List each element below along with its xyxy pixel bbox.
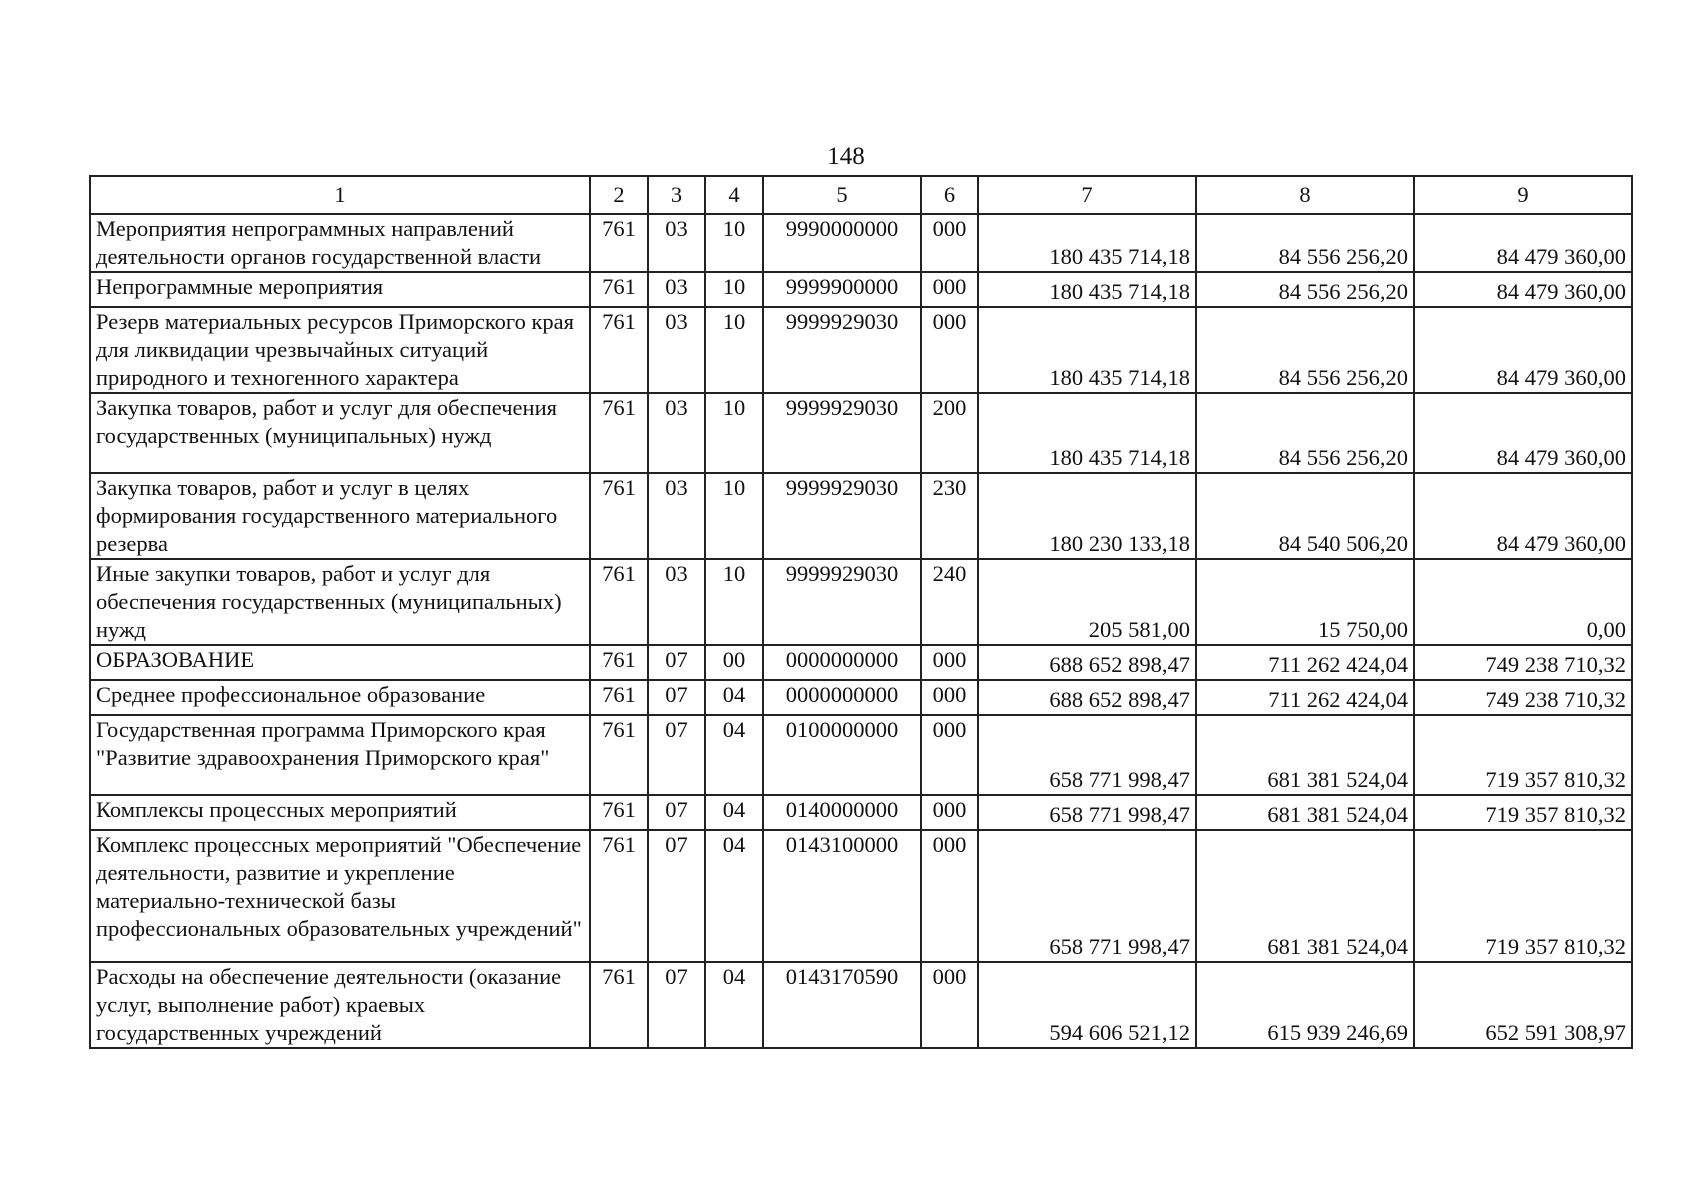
code-cell: 200 bbox=[921, 393, 978, 473]
table-row bbox=[90, 645, 1632, 680]
code-cell: 761 bbox=[590, 393, 648, 473]
table-row bbox=[90, 307, 1632, 393]
code-cell: 10 bbox=[705, 393, 763, 473]
code-cell: 04 bbox=[705, 680, 763, 715]
code-cell: 9999929030 bbox=[763, 559, 921, 645]
code-cell: 07 bbox=[648, 680, 705, 715]
code-cell: 000 bbox=[921, 272, 978, 307]
code-cell: 0140000000 bbox=[763, 795, 921, 830]
amount-cell: 681 381 524,04 bbox=[1196, 715, 1414, 795]
table-row bbox=[90, 272, 1632, 307]
code-cell: 10 bbox=[705, 214, 763, 272]
code-cell: 000 bbox=[921, 715, 978, 795]
amount-cell: 84 540 506,20 bbox=[1196, 473, 1414, 559]
code-cell: 03 bbox=[648, 473, 705, 559]
table-header-row bbox=[90, 176, 1632, 214]
column-header: 7 bbox=[978, 176, 1196, 214]
code-cell: 9999900000 bbox=[763, 272, 921, 307]
table-row bbox=[90, 680, 1632, 715]
column-header: 9 bbox=[1414, 176, 1632, 214]
code-cell: 04 bbox=[705, 715, 763, 795]
amount-cell: 594 606 521,12 bbox=[978, 962, 1196, 1048]
row-name-cell: Закупка товаров, работ и услуг в целях формирования государственного материального резерва bbox=[90, 473, 590, 559]
code-cell: 761 bbox=[590, 473, 648, 559]
amount-cell: 719 357 810,32 bbox=[1414, 830, 1632, 962]
table-row bbox=[90, 830, 1632, 962]
code-cell: 761 bbox=[590, 272, 648, 307]
amount-cell: 658 771 998,47 bbox=[978, 830, 1196, 962]
code-cell: 9999929030 bbox=[763, 473, 921, 559]
code-cell: 03 bbox=[648, 393, 705, 473]
amount-cell: 658 771 998,47 bbox=[978, 795, 1196, 830]
amount-cell: 84 479 360,00 bbox=[1414, 214, 1632, 272]
amount-cell: 84 479 360,00 bbox=[1414, 393, 1632, 473]
amount-cell: 0,00 bbox=[1414, 559, 1632, 645]
code-cell: 761 bbox=[590, 680, 648, 715]
amount-cell: 84 556 256,20 bbox=[1196, 214, 1414, 272]
code-cell: 761 bbox=[590, 715, 648, 795]
row-name-cell: Резерв материальных ресурсов Приморского края для ликвидации чрезвычайных ситуаций природного и техногенного характера bbox=[90, 307, 590, 393]
code-cell: 0143100000 bbox=[763, 830, 921, 962]
code-cell: 9999929030 bbox=[763, 307, 921, 393]
code-cell: 07 bbox=[648, 830, 705, 962]
code-cell: 9999929030 bbox=[763, 393, 921, 473]
amount-cell: 681 381 524,04 bbox=[1196, 795, 1414, 830]
table-row bbox=[90, 393, 1632, 473]
code-cell: 761 bbox=[590, 645, 648, 680]
amount-cell: 615 939 246,69 bbox=[1196, 962, 1414, 1048]
code-cell: 000 bbox=[921, 307, 978, 393]
amount-cell: 688 652 898,47 bbox=[978, 645, 1196, 680]
amount-cell: 719 357 810,32 bbox=[1414, 795, 1632, 830]
code-cell: 10 bbox=[705, 272, 763, 307]
amount-cell: 84 479 360,00 bbox=[1414, 307, 1632, 393]
code-cell: 000 bbox=[921, 962, 978, 1048]
code-cell: 000 bbox=[921, 830, 978, 962]
code-cell: 10 bbox=[705, 473, 763, 559]
amount-cell: 84 556 256,20 bbox=[1196, 272, 1414, 307]
code-cell: 07 bbox=[648, 645, 705, 680]
row-name-cell: Государственная программа Приморского края "Развитие здравоохранения Приморского края" bbox=[90, 715, 590, 795]
code-cell: 240 bbox=[921, 559, 978, 645]
table-row bbox=[90, 559, 1632, 645]
code-cell: 04 bbox=[705, 962, 763, 1048]
code-cell: 000 bbox=[921, 680, 978, 715]
amount-cell: 84 556 256,20 bbox=[1196, 307, 1414, 393]
code-cell: 761 bbox=[590, 830, 648, 962]
budget-table bbox=[89, 175, 1633, 1049]
column-header: 3 bbox=[648, 176, 705, 214]
row-name-cell: Закупка товаров, работ и услуг для обеспечения государственных (муниципальных) нужд bbox=[90, 393, 590, 473]
column-header: 6 bbox=[921, 176, 978, 214]
amount-cell: 84 479 360,00 bbox=[1414, 272, 1632, 307]
code-cell: 0143170590 bbox=[763, 962, 921, 1048]
row-name-cell: Среднее профессиональное образование bbox=[90, 680, 590, 715]
page-number: 148 bbox=[827, 143, 865, 170]
amount-cell: 719 357 810,32 bbox=[1414, 715, 1632, 795]
amount-cell: 688 652 898,47 bbox=[978, 680, 1196, 715]
row-name-cell: ОБРАЗОВАНИЕ bbox=[90, 645, 590, 680]
table-body bbox=[90, 214, 1632, 1048]
amount-cell: 681 381 524,04 bbox=[1196, 830, 1414, 962]
amount-cell: 180 435 714,18 bbox=[978, 307, 1196, 393]
code-cell: 0000000000 bbox=[763, 645, 921, 680]
code-cell: 04 bbox=[705, 830, 763, 962]
amount-cell: 180 230 133,18 bbox=[978, 473, 1196, 559]
table-row bbox=[90, 214, 1632, 272]
row-name-cell: Комплексы процессных мероприятий bbox=[90, 795, 590, 830]
table-row bbox=[90, 795, 1632, 830]
column-header: 1 bbox=[90, 176, 590, 214]
code-cell: 03 bbox=[648, 559, 705, 645]
code-cell: 761 bbox=[590, 214, 648, 272]
code-cell: 07 bbox=[648, 795, 705, 830]
amount-cell: 658 771 998,47 bbox=[978, 715, 1196, 795]
code-cell: 761 bbox=[590, 962, 648, 1048]
amount-cell: 84 556 256,20 bbox=[1196, 393, 1414, 473]
code-cell: 10 bbox=[705, 559, 763, 645]
row-name-cell: Иные закупки товаров, работ и услуг для обеспечения государственных (муниципальных) нужд bbox=[90, 559, 590, 645]
code-cell: 761 bbox=[590, 307, 648, 393]
amount-cell: 749 238 710,32 bbox=[1414, 680, 1632, 715]
row-name-cell: Комплекс процессных мероприятий "Обеспечение деятельности, развитие и укрепление материально-технической базы профессиональных образовательных учреждений" bbox=[90, 830, 590, 962]
code-cell: 0000000000 bbox=[763, 680, 921, 715]
amount-cell: 84 479 360,00 bbox=[1414, 473, 1632, 559]
code-cell: 03 bbox=[648, 272, 705, 307]
code-cell: 761 bbox=[590, 559, 648, 645]
code-cell: 07 bbox=[648, 962, 705, 1048]
amount-cell: 180 435 714,18 bbox=[978, 214, 1196, 272]
row-name-cell: Непрограммные мероприятия bbox=[90, 272, 590, 307]
code-cell: 03 bbox=[648, 214, 705, 272]
code-cell: 761 bbox=[590, 795, 648, 830]
code-cell: 000 bbox=[921, 795, 978, 830]
amount-cell: 180 435 714,18 bbox=[978, 393, 1196, 473]
amount-cell: 180 435 714,18 bbox=[978, 272, 1196, 307]
code-cell: 00 bbox=[705, 645, 763, 680]
table-row bbox=[90, 715, 1632, 795]
column-header: 5 bbox=[763, 176, 921, 214]
code-cell: 230 bbox=[921, 473, 978, 559]
code-cell: 000 bbox=[921, 645, 978, 680]
amount-cell: 15 750,00 bbox=[1196, 559, 1414, 645]
code-cell: 07 bbox=[648, 715, 705, 795]
amount-cell: 711 262 424,04 bbox=[1196, 645, 1414, 680]
column-header: 2 bbox=[590, 176, 648, 214]
column-header: 4 bbox=[705, 176, 763, 214]
table-row bbox=[90, 962, 1632, 1048]
amount-cell: 749 238 710,32 bbox=[1414, 645, 1632, 680]
code-cell: 03 bbox=[648, 307, 705, 393]
amount-cell: 711 262 424,04 bbox=[1196, 680, 1414, 715]
amount-cell: 652 591 308,97 bbox=[1414, 962, 1632, 1048]
row-name-cell: Мероприятия непрограммных направлений деятельности органов государственной власти bbox=[90, 214, 590, 272]
column-header: 8 bbox=[1196, 176, 1414, 214]
table-row bbox=[90, 473, 1632, 559]
code-cell: 04 bbox=[705, 795, 763, 830]
code-cell: 9990000000 bbox=[763, 214, 921, 272]
amount-cell: 205 581,00 bbox=[978, 559, 1196, 645]
code-cell: 000 bbox=[921, 214, 978, 272]
code-cell: 10 bbox=[705, 307, 763, 393]
code-cell: 0100000000 bbox=[763, 715, 921, 795]
row-name-cell: Расходы на обеспечение деятельности (оказание услуг, выполнение работ) краевых государственных учреждений bbox=[90, 962, 590, 1048]
